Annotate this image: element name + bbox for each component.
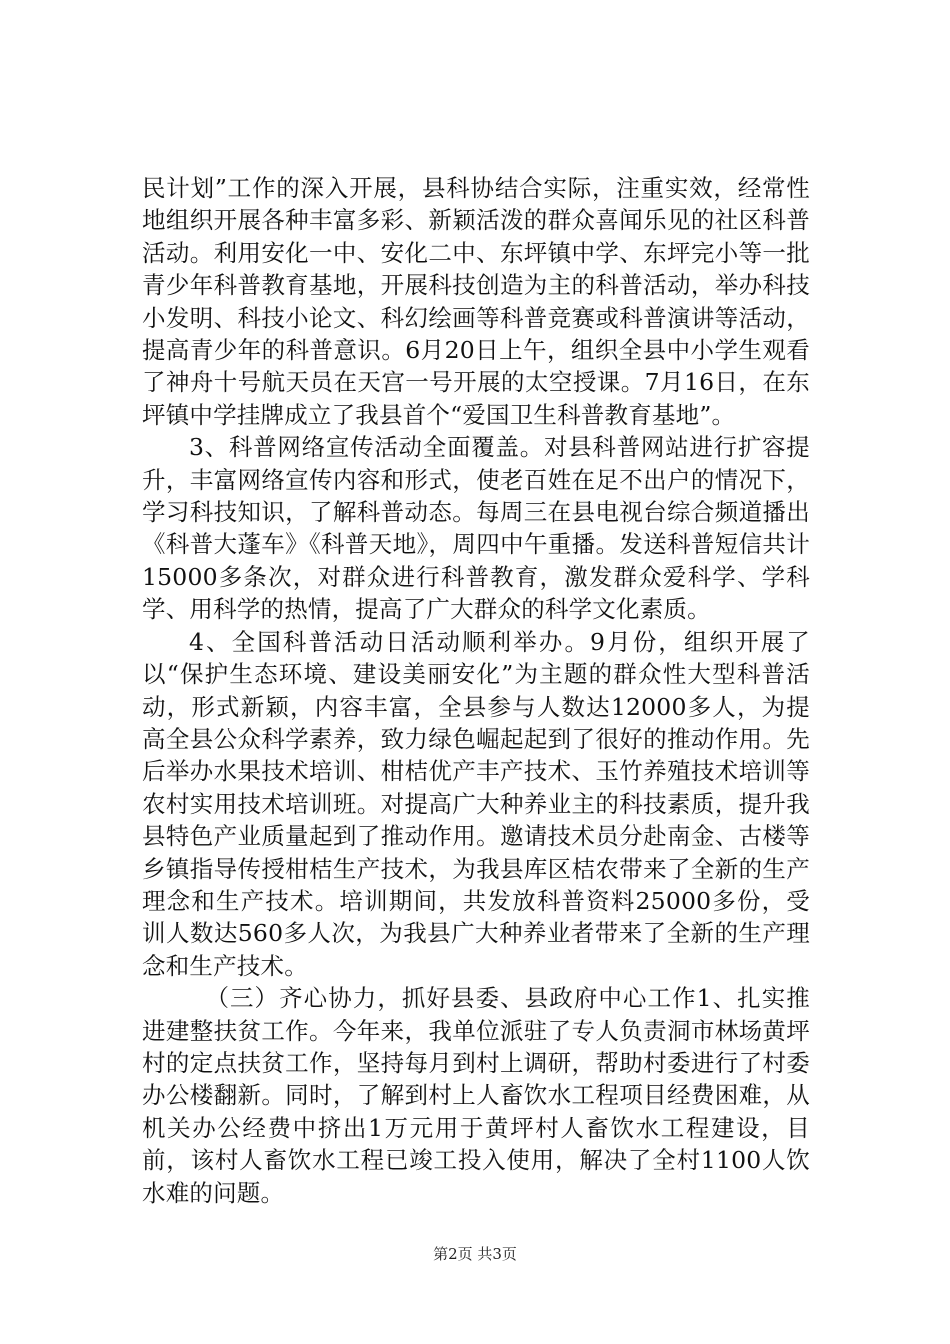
- paragraph-science-day: 4、全国科普活动日活动顺利举办。9月份，组织开展了以“保护生态环境、建设美丽安化”为主题的群众性大型科普活动，形式新颖，内容丰富，全县参与人数达12000多人，为提高全县公众科学素养，致力绿色崛起起到了很好的推动作用。先后举办水果技术培训、柑桔优产丰产技术、玉竹养殖技术培训等农村实用技术培训班。对提高广大种养业主的科技素质，提升我县特色产业质量起到了推动作用。邀请技术员分赴南金、古楼等乡镇指导传授柑桔生产技术，为我县库区桔农带来了全新的生产理念和生产技术。培训期间，共发放科普资料25000多份，受训人数达560多人次，为我县广大种养业者带来了全新的生产理念和生产技术。: [142, 627, 810, 980]
- paragraph-continuation: 民计划”工作的深入开展，县科协结合实际，注重实效，经常性地组织开展各种丰富多彩、新颖活泼的群众喜闻乐见的社区科普活动。利用安化一中、安化二中、东坪镇中学、东坪完小等一批青少年科普教育基地，开展科技创造为主的科普活动，举办科技小发明、科技小论文、科幻绘画等科普竞赛或科普演讲等活动，提高青少年的科普意识。6月20日上午，组织全县中小学生观看了神舟十号航天员在天宫一号开展的太空授课。7月16日，在东坪镇中学挂牌成立了我县首个“爱国卫生科普教育基地”。: [142, 174, 810, 429]
- page-number-footer: 第2页 共3页: [433, 1245, 517, 1263]
- document-body: [142, 172, 810, 1209]
- paragraph-poverty-alleviation: （三）齐心协力，抓好县委、县政府中心工作1、扎实推进建整扶贫工作。今年来，我单位派驻了专人负责洞市林场黄坪村的定点扶贫工作，坚持每月到村上调研，帮助村委进行了村委办公楼翻新。同时，了解到村上人畜饮水工程项目经费困难，从机关办公经费中挤出1万元用于黄坪村人畜饮水工程建设，目前，该村人畜饮水工程已竣工投入使用，解决了全村1100人饮水难的问题。: [142, 984, 810, 1207]
- paragraph-network-publicity: 3、科普网络宣传活动全面覆盖。对县科普网站进行扩容提升，丰富网络宣传内容和形式，使老百姓在足不出户的情况下，学习科技知识，了解科普动态。每周三在县电视台综合频道播出《科普大蓬车》《科普天地》，周四中午重播。发送科普短信共计15000多条次，对群众进行科普教育，激发群众爱科学、学科学、用科学的热情，提高了广大群众的科学文化素质。: [142, 433, 810, 624]
